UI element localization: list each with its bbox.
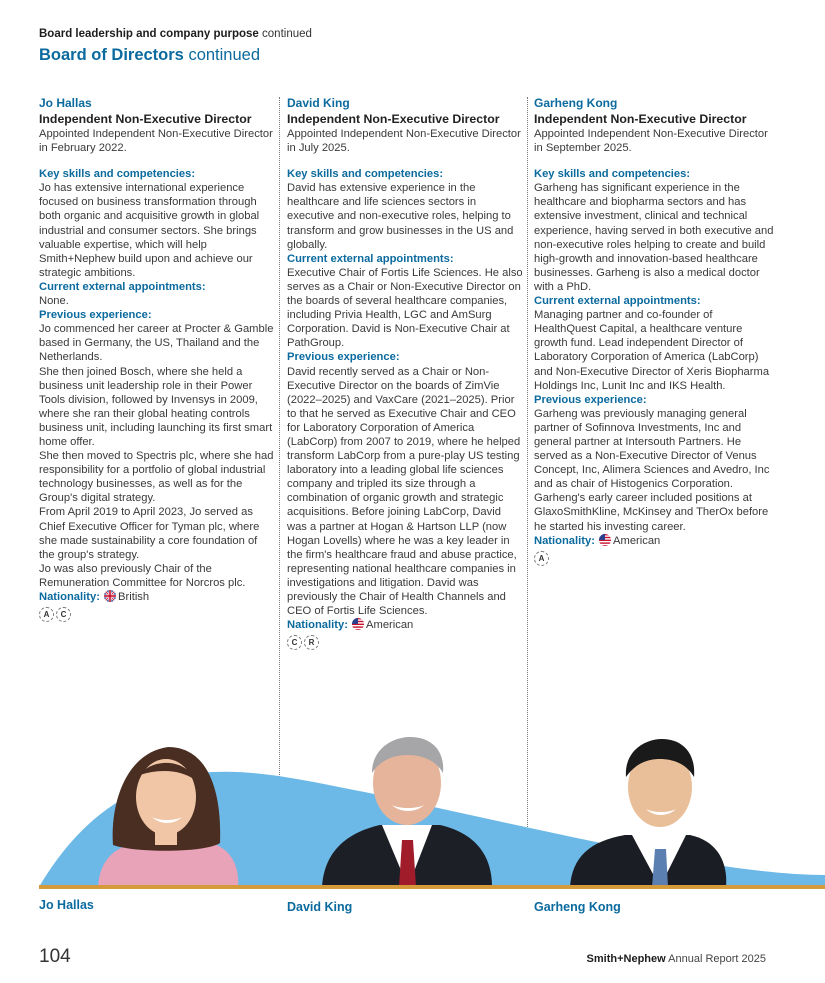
director-role: Independent Non-Executive Director (287, 112, 500, 126)
current-appointments-text: Managing partner and co-founder of HealthQuest Capital, a healthcare venture growth fund. Lead independent Director of Laboratory Corporation of America (LabCorp) and Non-Executive Director of Xeris Biopharma Holdings Inc, Lunit Inc and IKS Health. (534, 309, 770, 392)
photo-caption: Garheng Kong (534, 900, 621, 914)
skills-text: Garheng has significant experience in the healthcare and biopharma sectors and has extensive investment, clinical and technical experience, having served in both executive and non-executive roles helping to create and build high-growth and innovation-based healthcare businesses. Garheng is also a medical doctor with a PhD. (534, 182, 774, 293)
current-appointments-text: Executive Chair of Fortis Life Sciences. He also serves as a Chair or Non-Executive Director on the boards of several healthcare companies, including Privia Health, LGC and AmSurg Corporation. David is Non-Executive Chair at PathGroup. (287, 266, 523, 350)
us-flag-icon (599, 534, 611, 546)
nationality (287, 618, 523, 632)
director-appointed: Appointed Independent Non-Executive Director in July 2025. (287, 128, 521, 155)
section-heading-suffix: continued (258, 28, 312, 40)
previous-experience-heading: Previous experience: (39, 309, 152, 322)
skills-heading: Key skills and competencies: (287, 168, 444, 181)
skills-heading: Key skills and competencies: (534, 168, 691, 181)
committee-badge: R (304, 635, 319, 650)
current-appointments-heading: Current external appointments: (534, 295, 701, 308)
skills-heading: Key skills and competencies: (39, 168, 196, 181)
footer-brand (587, 953, 766, 965)
photo-caption: Jo Hallas (39, 898, 94, 912)
committee-badges (287, 635, 523, 651)
nationality-label: Nationality: (287, 619, 348, 632)
previous-experience-heading: Previous experience: (534, 393, 647, 406)
previous-experience-text: Jo was also previously Chair of the Remuneration Committee for Norcros plc. (39, 562, 246, 589)
photo-caption: David King (287, 900, 353, 914)
committee-badge: A (534, 551, 549, 566)
uk-flag-icon (104, 590, 116, 602)
director-role: Independent Non-Executive Director (534, 112, 747, 126)
committee-badge: A (39, 607, 54, 622)
page-title-bold: Board of Directors (39, 46, 184, 64)
director-name: Jo Hallas (39, 96, 92, 110)
portrait-band (0, 725, 825, 895)
director-profile-garheng-kong (534, 96, 774, 567)
previous-experience-text: She then joined Bosch, where she held a business unit leadership role in their Power Tools division, followed by Invensys in 2009, where she ran their global heating controls business unit, including launching its first smart home offer. (39, 365, 273, 448)
section-heading-bold: Board leadership and company purpose (39, 28, 259, 40)
director-appointed: Appointed Independent Non-Executive Director in February 2022. (39, 128, 273, 155)
director-name: Garheng Kong (534, 96, 618, 110)
skills-text: Jo has extensive international experience focused on business transformation through both organic and acquisitive growth in global industrial and consumer sectors. She brings valuable expertise, which will help Smith+Nephew build upon and achieve our strategic ambitions. (39, 182, 260, 279)
us-flag-icon (352, 618, 364, 630)
director-role: Independent Non-Executive Director (39, 112, 252, 126)
director-profile-david-king (287, 96, 523, 651)
current-appointments-heading: Current external appointments: (39, 280, 206, 293)
portrait-jo-hallas (98, 747, 238, 887)
page-number: 104 (39, 946, 71, 967)
current-appointments-text: None. (39, 295, 69, 308)
page-title-suffix: continued (183, 46, 261, 64)
current-appointments-heading: Current external appointments: (287, 252, 454, 265)
previous-experience-text: David recently served as a Chair or Non-Executive Director on the boards of ZimVie (2022–2025) and VaxCare (2021–2025). Prior to that he served as Executive Chair and CEO for Laboratory Corporation of America (LabCorp) from 2007 to 2019, where he helped transform LabCorp from a pure-play US testing laboratory into a leading global life sciences company and tripled its size through a combination of organic growth and strategic acquisitions. Before joining LabCorp, David was a partner at Hogan & Hartson LLP (now Hogan Lovells) where he was a key leader in the firm's healthcare fraud and abuse practice, representing national healthcare companies in investigations and litigation. David was previously the Chair of Health Channels and CEO of Fortis Life Sciences. (287, 365, 521, 618)
director-name: David King (287, 96, 350, 110)
nationality (39, 590, 275, 604)
nationality (534, 534, 774, 548)
section-heading (39, 28, 312, 40)
previous-experience-text: Garheng was previously managing general partner of Sofinnova Investments, Inc and general partner at Intersouth Partners. He served as a Non-Executive Director of Venus Concept, Inc, Alimera Sciences and Avedro, Inc and as chair of Histogenics Corporation. Garheng's early career included positions at GlaxoSmithKline, McKinsey and TherOx before he started his investing career. (534, 407, 770, 533)
committee-badge: C (56, 607, 71, 622)
nationality-value: American (613, 534, 661, 547)
previous-experience-text: Jo commenced her career at Procter & Gamble based in Germany, the US, Thailand and the Netherlands. (39, 323, 274, 364)
nationality-value: British (118, 591, 150, 603)
previous-experience-heading: Previous experience: (287, 351, 400, 364)
director-profile-jo-hallas (39, 96, 275, 623)
committee-badge: C (287, 635, 302, 650)
page-title (39, 46, 260, 65)
report-name: Annual Report 2025 (665, 953, 766, 965)
previous-experience-text: From April 2019 to April 2023, Jo served as Chief Executive Officer for Tyman plc, where she made sustainability a core foundation of the group's strategy. (39, 506, 260, 561)
gold-rule (39, 885, 825, 889)
nationality-value: American (366, 619, 414, 632)
brand-name: Smith+Nephew (586, 953, 666, 965)
previous-experience-text: She then moved to Spectris plc, where she had responsibility for a portfolio of global industrial technology businesses, as well as for the Group's digital strategy. (39, 450, 274, 505)
nationality-label: Nationality: (39, 591, 100, 603)
director-appointed: Appointed Independent Non-Executive Director in September 2025. (534, 128, 768, 155)
portrait-garheng-kong (570, 739, 726, 887)
committee-badges (39, 607, 275, 623)
committee-badges (534, 551, 774, 567)
nationality-label: Nationality: (534, 534, 595, 547)
skills-text: David has extensive experience in the healthcare and life sciences sectors in executive and non-executive roles, helping to transform and grow businesses in the US and globally. (287, 182, 514, 251)
